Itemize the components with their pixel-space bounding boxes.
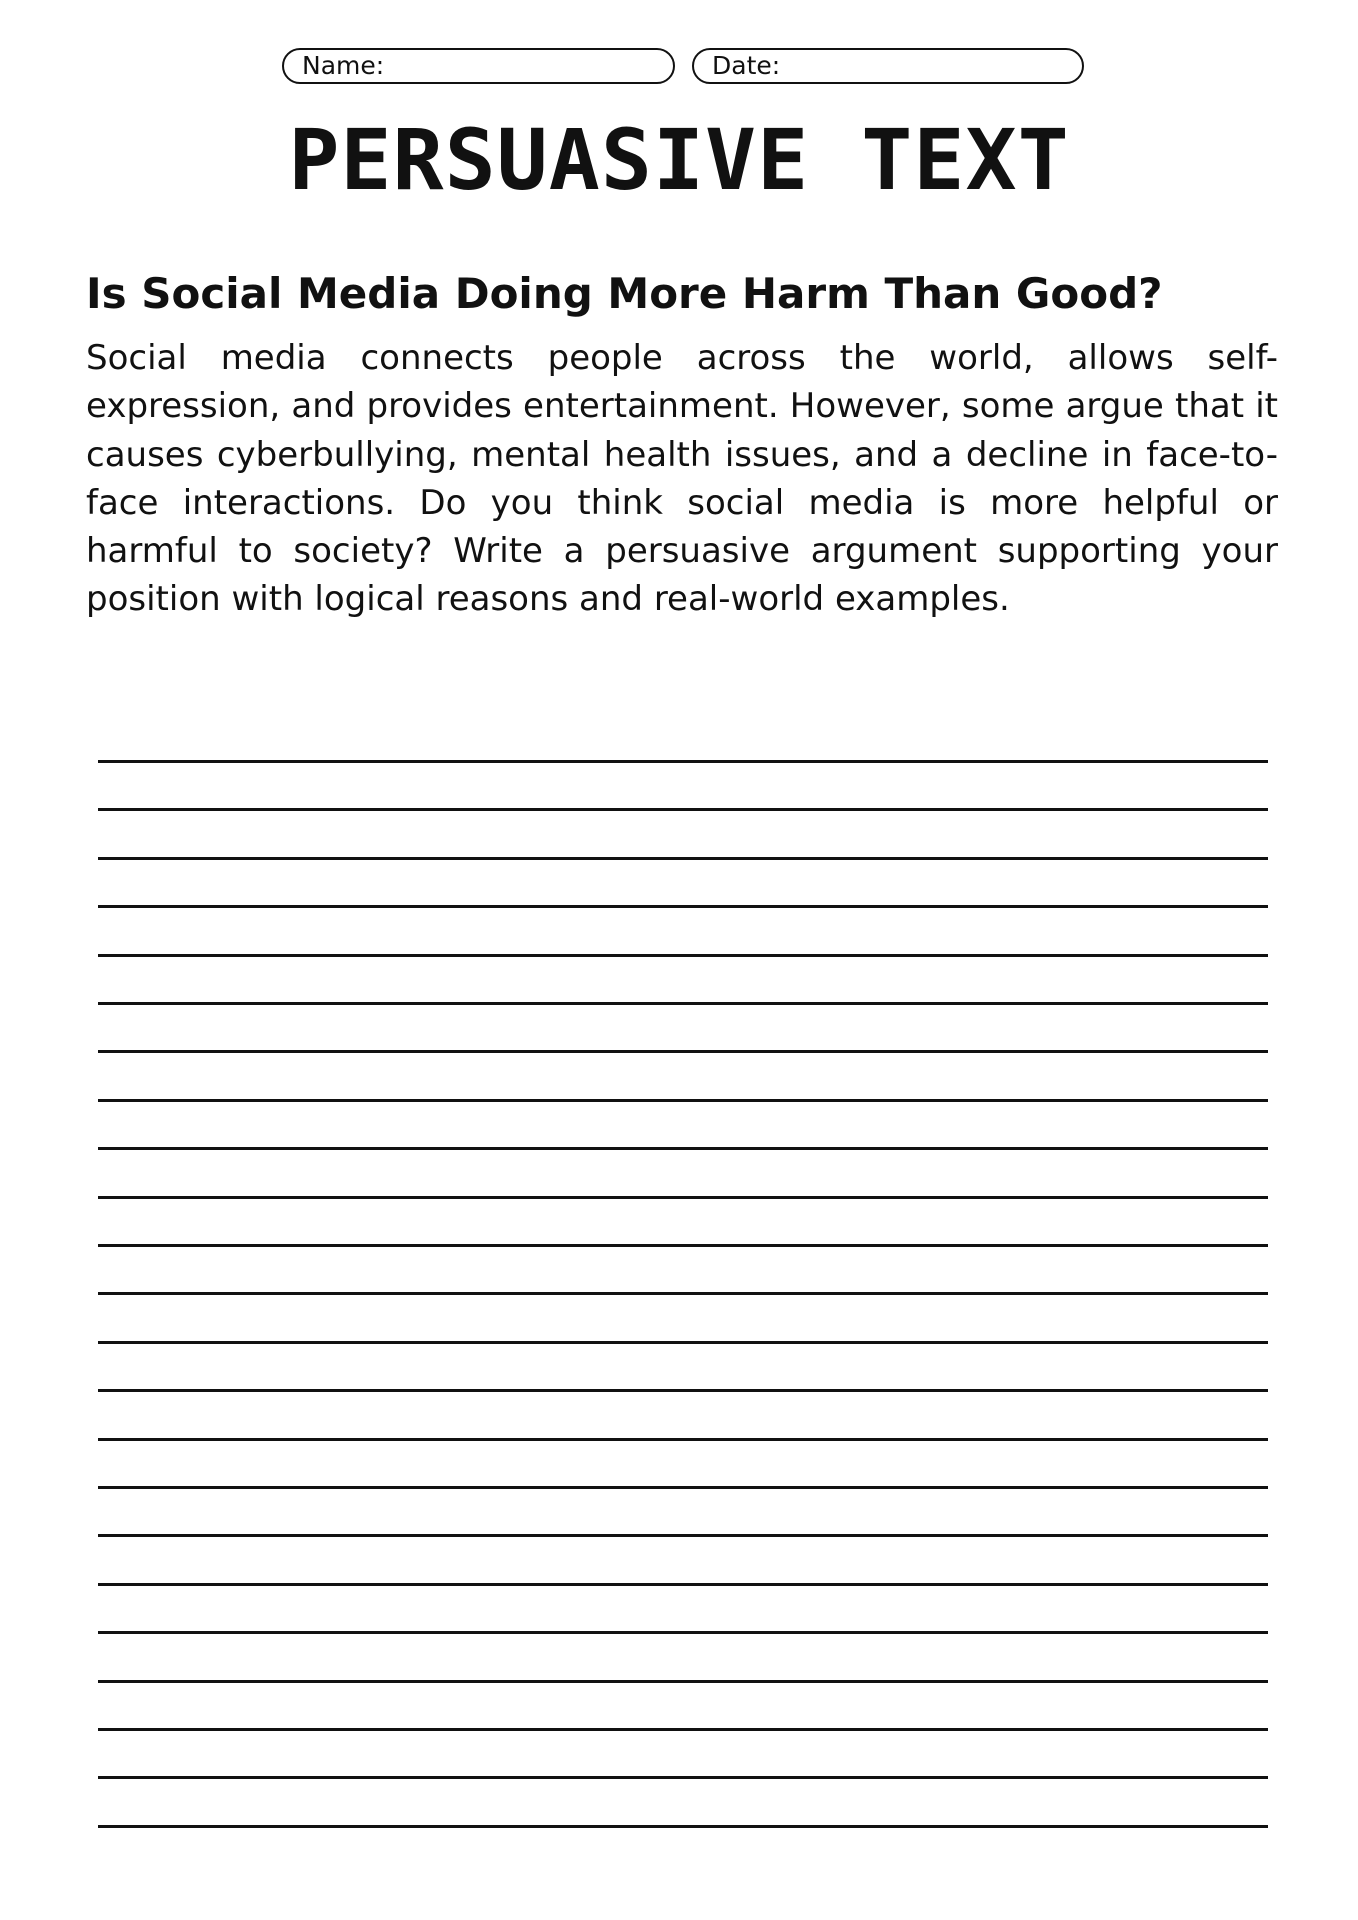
date-label: Date: xyxy=(712,51,781,80)
writing-line[interactable] xyxy=(98,1292,1268,1295)
writing-area[interactable] xyxy=(98,0,1268,1920)
writing-line[interactable] xyxy=(98,1002,1268,1005)
writing-line[interactable] xyxy=(98,808,1268,811)
writing-line[interactable] xyxy=(98,1728,1268,1731)
writing-line[interactable] xyxy=(98,1099,1268,1102)
writing-line[interactable] xyxy=(98,857,1268,860)
writing-line[interactable] xyxy=(98,1583,1268,1586)
writing-line[interactable] xyxy=(98,1776,1268,1779)
writing-line[interactable] xyxy=(98,1050,1268,1053)
writing-line[interactable] xyxy=(98,1680,1268,1683)
writing-line[interactable] xyxy=(98,1825,1268,1828)
writing-line[interactable] xyxy=(98,1534,1268,1537)
writing-line[interactable] xyxy=(98,760,1268,763)
writing-line[interactable] xyxy=(98,954,1268,957)
writing-line[interactable] xyxy=(98,1438,1268,1441)
writing-line[interactable] xyxy=(98,1196,1268,1199)
question-heading: Is Social Media Doing More Harm Than Good? xyxy=(86,269,1163,318)
writing-line[interactable] xyxy=(98,1631,1268,1634)
writing-line[interactable] xyxy=(98,905,1268,908)
writing-line[interactable] xyxy=(98,1147,1268,1150)
writing-line[interactable] xyxy=(98,1244,1268,1247)
name-label: Name: xyxy=(302,51,385,80)
prompt-paragraph: Social media connects people across the world, allows self-expression, and provides entertainment. However, some argue that it causes cyberbullying, mental health issues, and a decline in face-to-face interactions. Do you think social media is more helpful or harmful to society? Write a persuasive argument supporting your position with logical reasons and real-world examples. xyxy=(86,338,1278,620)
writing-line[interactable] xyxy=(98,1389,1268,1392)
writing-line[interactable] xyxy=(98,1486,1268,1489)
writing-line[interactable] xyxy=(98,1341,1268,1344)
worksheet-title: PERSUASIVE TEXT xyxy=(288,111,1070,209)
